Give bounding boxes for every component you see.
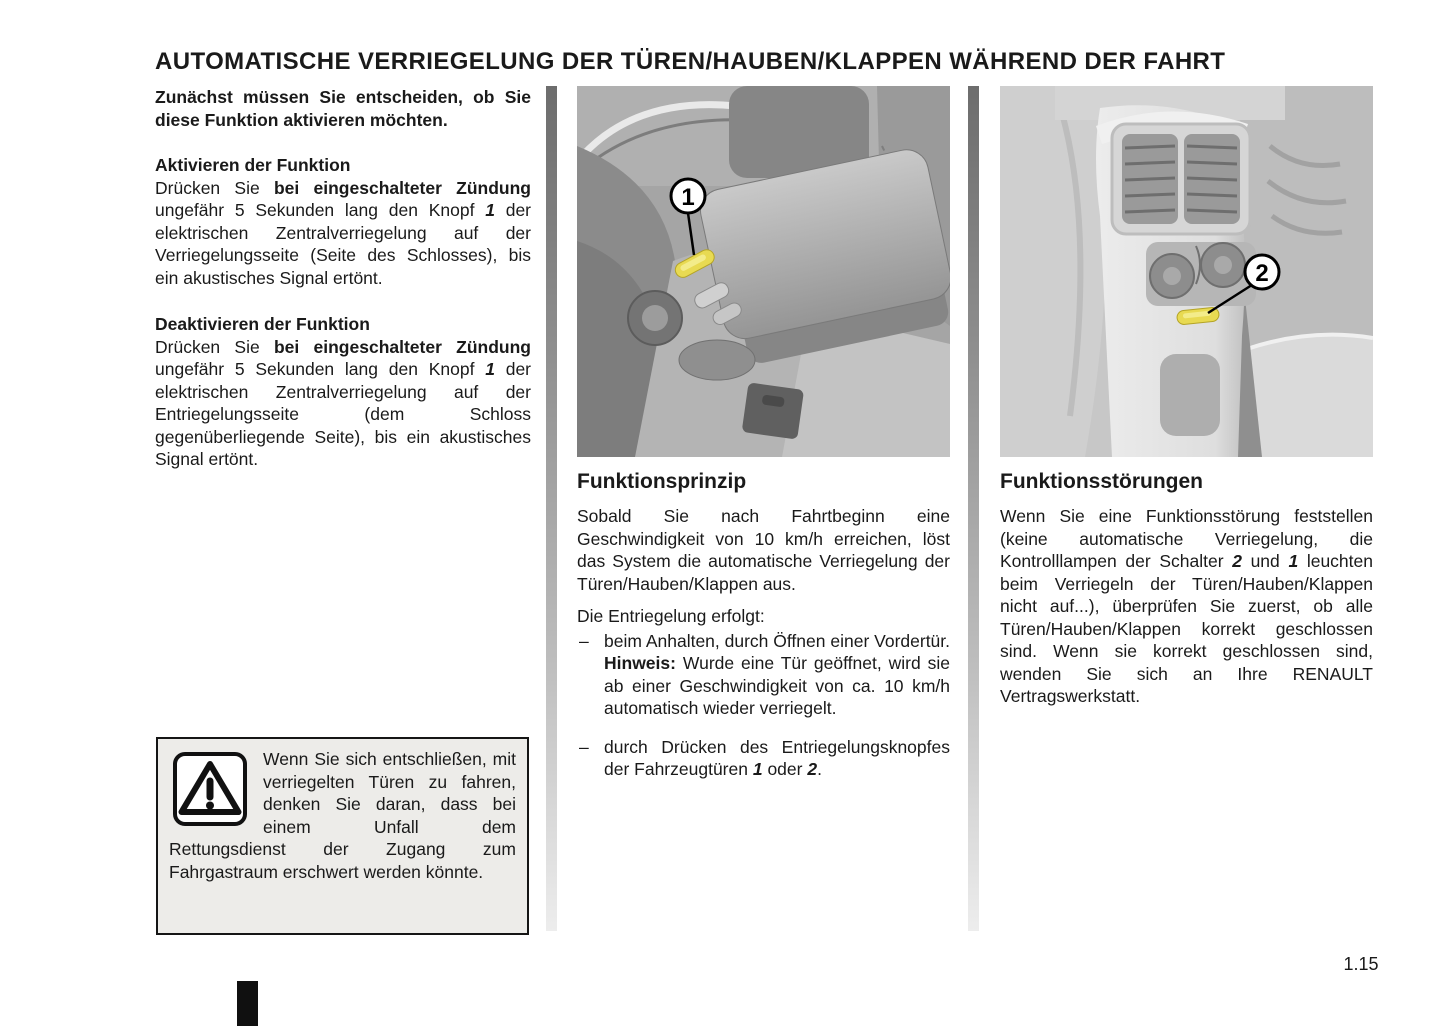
right-column (1000, 86, 1373, 708)
text-run: ungefähr 5 Sekunden lang den Knopf (155, 359, 486, 379)
text-run-bold: bei eingeschalteter Zündung (273, 177, 531, 198)
text-run: Wurde eine Tür geöffnet, wird sie ab einer Geschwindigkeit von ca. 10 km/h automatisch wieder verriegelt. (604, 653, 950, 718)
figure-center-console-photo (577, 86, 950, 457)
column-separator (968, 86, 979, 931)
list-item-1-note (604, 652, 950, 720)
warning-triangle-icon (172, 751, 248, 827)
intro-text: Zunächst müssen Sie entscheiden, ob Sie diese Funktion aktivieren möchten. (155, 87, 531, 130)
list-dash: – (579, 736, 589, 757)
text-run: leuchten beim Verriegeln der Türen/Hauben/Klappen nicht auf...), überprüfen Sie zuerst, ob alle Türen/Hauben/Klappen korrekt geschlossen sind. Wenn sie korrekt geschlossen sind, wenden Sie sich an Ihre RENAULT Vertragswerkstatt. (1000, 551, 1373, 706)
ref-knopf-1: 1 (485, 359, 495, 379)
ref-knopf-1: 1 (485, 200, 495, 220)
text-run-bold: bei eingeschalteter Zündung (273, 336, 531, 357)
heading-funktionsprinzip: Funktionsprinzip (577, 470, 747, 493)
left-column (155, 86, 531, 495)
list-item-2-text (604, 736, 950, 781)
entriegelung-intro: Die Entriegelung erfolgt: (577, 606, 765, 626)
column-separator (546, 86, 557, 931)
section-heading-activate: Aktivieren der Funktion (155, 155, 351, 175)
section-body-deactivate (155, 336, 531, 471)
left-seat-bolster (1000, 86, 1106, 457)
text-run: der elektrischen Zentralverriegelung auf der Entriegelungsseite (dem Schloss gegenüberliegende Seite), bis ein akustisches Signal ertönt. (155, 359, 532, 469)
page-title: AUTOMATISCHE VERRIEGELUNG DER TÜREN/HAUBEN/KLAPPEN WÄHREND DER FAHRT (155, 48, 1226, 76)
callout-2 (1245, 255, 1279, 289)
text-run: der elektrischen Zentralverriegelung auf der Verriegelungsseite (Seite des Schlosses), bis ein akustisches Signal ertönt. (155, 200, 532, 288)
text-run: oder (762, 759, 808, 779)
text-run: Drücken Sie (155, 177, 274, 198)
seatbelt-buckle (742, 382, 804, 439)
text-run: Drücken Sie (155, 336, 274, 357)
ref-switch-2: 2 (1232, 551, 1242, 571)
text-run: . (817, 759, 822, 779)
callout-2-label: 2 (1255, 260, 1269, 287)
list-item-2 (577, 736, 950, 781)
lower-recess (1160, 354, 1220, 436)
section-activate (155, 154, 531, 289)
heading-funktionsstoerungen: Funktionsstörungen (1000, 470, 1203, 493)
figure-rear-console-photo (1000, 86, 1373, 457)
funktionsprinzip-paragraph: Sobald Sie nach Fahrtbeginn eine Geschwindigkeit von 10 km/h erreichen, löst das System die automatische Verriegelung der Türen/Hauben/Klappen aus. (577, 506, 950, 594)
page-number: 1.15 (1343, 954, 1379, 974)
warning-text: Wenn Sie sich entschließen, mit verriegelten Türen zu fahren, denken Sie daran, dass bei einem Unfall dem Rettungsdienst der Zugang zum Fahrgastraum erschwert werden könnte. (169, 749, 516, 882)
funktionsstoerungen-paragraph (1000, 505, 1373, 708)
list-item-1-text: beim Anhalten, durch Öffnen einer Vordertür. (604, 630, 951, 651)
section-body-activate (155, 177, 531, 290)
rotary-dial-center (642, 305, 668, 331)
callout-1 (671, 179, 705, 213)
ref-switch-1: 1 (1288, 551, 1299, 571)
hinweis-label: Hinweis: (604, 653, 676, 673)
ref-button-1: 1 (752, 759, 763, 779)
text-run: ungefähr 5 Sekunden lang den Knopf (155, 200, 486, 220)
air-vents (1112, 124, 1250, 234)
list-dash: – (579, 630, 589, 651)
text-run: durch Drücken des Entriegelungsknopfes der Fahrzeugtüren (604, 736, 950, 779)
section-heading-deactivate: Deaktivieren der Funktion (155, 314, 370, 334)
middle-column (577, 86, 950, 792)
shifter-trim (679, 340, 755, 380)
callout-1-label: 1 (681, 184, 695, 211)
text-run: Wenn Sie eine Funktionsstörung feststellen (keine automatische Verriegelung, die Kontrolllampen der Schalter (1000, 506, 1373, 571)
warning-box (156, 737, 529, 935)
ref-button-2: 2 (807, 759, 818, 779)
list-item-1 (577, 630, 950, 720)
vent-control-knobs (1146, 242, 1256, 306)
text-run: und (1241, 551, 1289, 571)
section-tab-marker (237, 981, 258, 1026)
section-deactivate (155, 313, 531, 471)
